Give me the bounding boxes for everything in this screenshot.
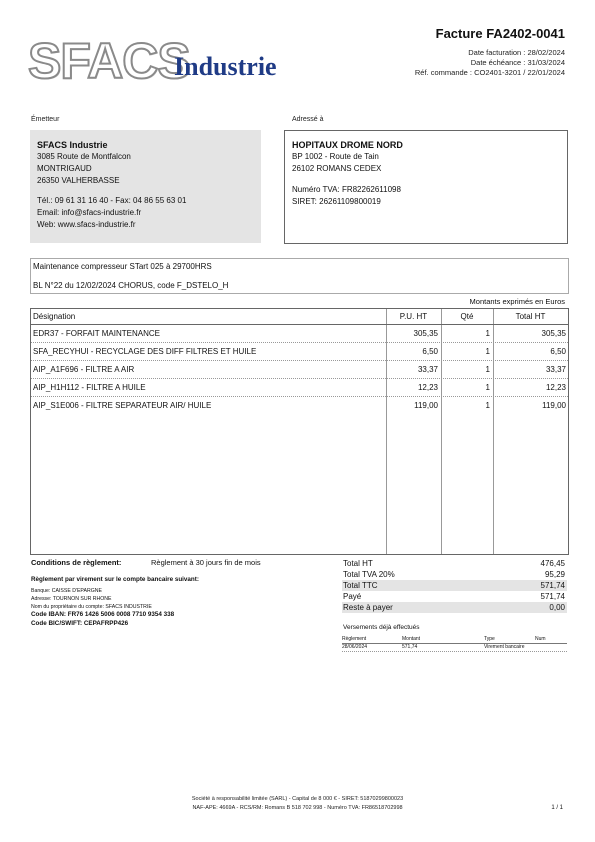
destinataire-name: HOPITAUX DROME NORD bbox=[292, 140, 403, 150]
row-total: 6,50 bbox=[550, 347, 566, 356]
emetteur-label: Émetteur bbox=[31, 116, 60, 123]
page-number: 1 / 1 bbox=[551, 805, 563, 811]
paye-label: Payé bbox=[343, 592, 362, 601]
total-tva-label: Total TVA 20% bbox=[343, 570, 395, 579]
reference-box bbox=[30, 258, 569, 294]
pay-header-num: Num bbox=[535, 636, 546, 642]
pay-row-separator bbox=[342, 651, 567, 652]
virement-title: Règlement par virement sur le compte bancaire suivant: bbox=[31, 576, 199, 583]
row-designation: SFA_RECYHUI - RECYCLAGE DES DIFF FILTRES ET HUILE bbox=[33, 347, 257, 356]
destinataire-tva: Numéro TVA: FR82262611098 bbox=[292, 185, 401, 194]
payments-title: Versements déjà effectués bbox=[343, 624, 420, 631]
row-designation: AIP_A1F696 - FILTRE A AIR bbox=[33, 365, 135, 374]
destinataire-label: Adressé à bbox=[292, 116, 324, 123]
total-ttc-label: Total TTC bbox=[343, 581, 378, 590]
reste-row bbox=[342, 602, 567, 613]
reste-value: 0,00 bbox=[549, 603, 565, 612]
destinataire-box bbox=[284, 130, 568, 244]
emetteur-address3: 26350 VALHERBASSE bbox=[37, 176, 120, 185]
row-qty: 1 bbox=[485, 347, 490, 356]
row-pu: 33,37 bbox=[417, 365, 438, 374]
destinataire-address2: 26102 ROMANS CEDEX bbox=[292, 164, 382, 173]
emetteur-name: SFACS Industrie bbox=[37, 140, 108, 150]
pay-header-separator bbox=[342, 643, 567, 644]
destinataire-address1: BP 1002 - Route de Tain bbox=[292, 152, 379, 161]
header-designation: Désignation bbox=[33, 312, 76, 321]
account-owner: Nom du propriétaire du compte: SFACS INDUSTRIE bbox=[31, 604, 152, 610]
footer-legal-line1: Société à responsabilité limitée (SARL) - Capital de 8 000 € - SIRET: 51870299800023 bbox=[191, 796, 404, 802]
row-pu: 305,35 bbox=[413, 329, 438, 338]
total-ht-label: Total HT bbox=[343, 559, 373, 568]
total-ht-row bbox=[342, 558, 567, 569]
emetteur-tel: Tél.: 09 61 31 16 40 - Fax: 04 86 55 63 01 bbox=[37, 196, 187, 205]
row-pu: 119,00 bbox=[414, 401, 438, 410]
col-divider-total bbox=[493, 309, 494, 554]
emetteur-email: Email: info@sfacs-industrie.fr bbox=[37, 208, 142, 217]
bank-name: Banque: CAISSE D'EPARGNE bbox=[31, 588, 102, 594]
reste-label: Reste à payer bbox=[343, 603, 393, 612]
pay-row-reglement: 28/06/2024 bbox=[342, 644, 368, 650]
total-ttc-row bbox=[342, 580, 567, 591]
company-logo bbox=[28, 32, 288, 89]
total-tva-value: 95,29 bbox=[544, 570, 565, 579]
destinataire-siret: SIRET: 26261109800019 bbox=[292, 197, 381, 206]
conditions-label: Conditions de règlement: bbox=[31, 558, 122, 567]
footer-legal-line2: NAF-APE: 4669A - RCS/RM: Romans B 518 702 998 - Numéro TVA: FR86518702998 bbox=[192, 805, 403, 811]
logo-sfacs-text: SFACS bbox=[28, 33, 190, 89]
row-designation: AIP_S1E006 - FILTRE SEPARATEUR AIR/ HUILE bbox=[33, 401, 212, 410]
logo-industrie-text: Industrie bbox=[174, 52, 277, 81]
emetteur-address2: MONTRIGAUD bbox=[37, 164, 92, 173]
row-pu: 6,50 bbox=[422, 347, 438, 356]
col-divider-qty bbox=[441, 309, 442, 554]
pay-row-type: Virement bancaire bbox=[484, 644, 525, 650]
row-total: 305,35 bbox=[541, 329, 566, 338]
row-designation: AIP_H1H112 - FILTRE A HUILE bbox=[33, 383, 146, 392]
header-pu: P.U. HT bbox=[399, 312, 428, 321]
reference-line2: BL N°22 du 12/02/2024 CHORUS, code F_DSTELO_H bbox=[33, 281, 229, 290]
row-separator bbox=[31, 378, 568, 379]
header-separator bbox=[31, 324, 568, 325]
header-qty: Qté bbox=[460, 312, 474, 321]
bic: Code BIC/SWIFT: CEPAFRPP426 bbox=[31, 620, 129, 627]
iban: Code IBAN: FR76 1426 5006 0008 7710 9354 338 bbox=[31, 611, 175, 618]
row-qty: 1 bbox=[485, 383, 490, 392]
emetteur-address1: 3085 Route de Montfalcon bbox=[37, 152, 131, 161]
row-pu: 12,23 bbox=[417, 383, 438, 392]
paye-row bbox=[342, 591, 567, 602]
header-total: Total HT bbox=[515, 312, 546, 321]
row-qty: 1 bbox=[485, 365, 490, 374]
invoice-title: Facture FA2402-0041 bbox=[435, 26, 565, 41]
reference-line1: Maintenance compresseur STart 025 à 29700HRS bbox=[33, 262, 212, 271]
row-qty: 1 bbox=[485, 401, 490, 410]
row-qty: 1 bbox=[485, 329, 490, 338]
pay-row-montant: 571,74 bbox=[402, 644, 418, 650]
pay-header-reglement: Règlement bbox=[342, 636, 367, 642]
row-separator bbox=[31, 360, 568, 361]
total-ht-value: 476,45 bbox=[540, 559, 565, 568]
total-ttc-value: 571,74 bbox=[540, 581, 565, 590]
currency-note: Montants exprimés en Euros bbox=[469, 297, 565, 306]
conditions-value: Règlement à 30 jours fin de mois bbox=[151, 558, 261, 567]
pay-header-montant: Montant bbox=[402, 636, 421, 642]
date-echeance: Date échéance : 31/03/2024 bbox=[470, 58, 565, 67]
row-separator bbox=[31, 342, 568, 343]
row-total: 12,23 bbox=[545, 383, 566, 392]
paye-value: 571,74 bbox=[540, 592, 565, 601]
ref-commande: Réf. commande : CO2401-3201 / 22/01/2024 bbox=[414, 68, 565, 77]
date-facturation: Date facturation : 28/02/2024 bbox=[468, 48, 565, 57]
pay-header-type: Type bbox=[484, 636, 495, 642]
items-table bbox=[30, 308, 569, 555]
row-separator bbox=[31, 396, 568, 397]
row-total: 33,37 bbox=[545, 365, 566, 374]
row-designation: EDR37 - FORFAIT MAINTENANCE bbox=[33, 329, 160, 338]
row-total: 119,00 bbox=[542, 401, 566, 410]
emetteur-web: Web: www.sfacs-industrie.fr bbox=[37, 220, 136, 229]
total-tva-row bbox=[342, 569, 567, 580]
col-divider-pu bbox=[386, 309, 387, 554]
bank-address: Adresse: TOURNON SUR RHONE bbox=[31, 596, 112, 602]
emetteur-box bbox=[30, 130, 261, 243]
